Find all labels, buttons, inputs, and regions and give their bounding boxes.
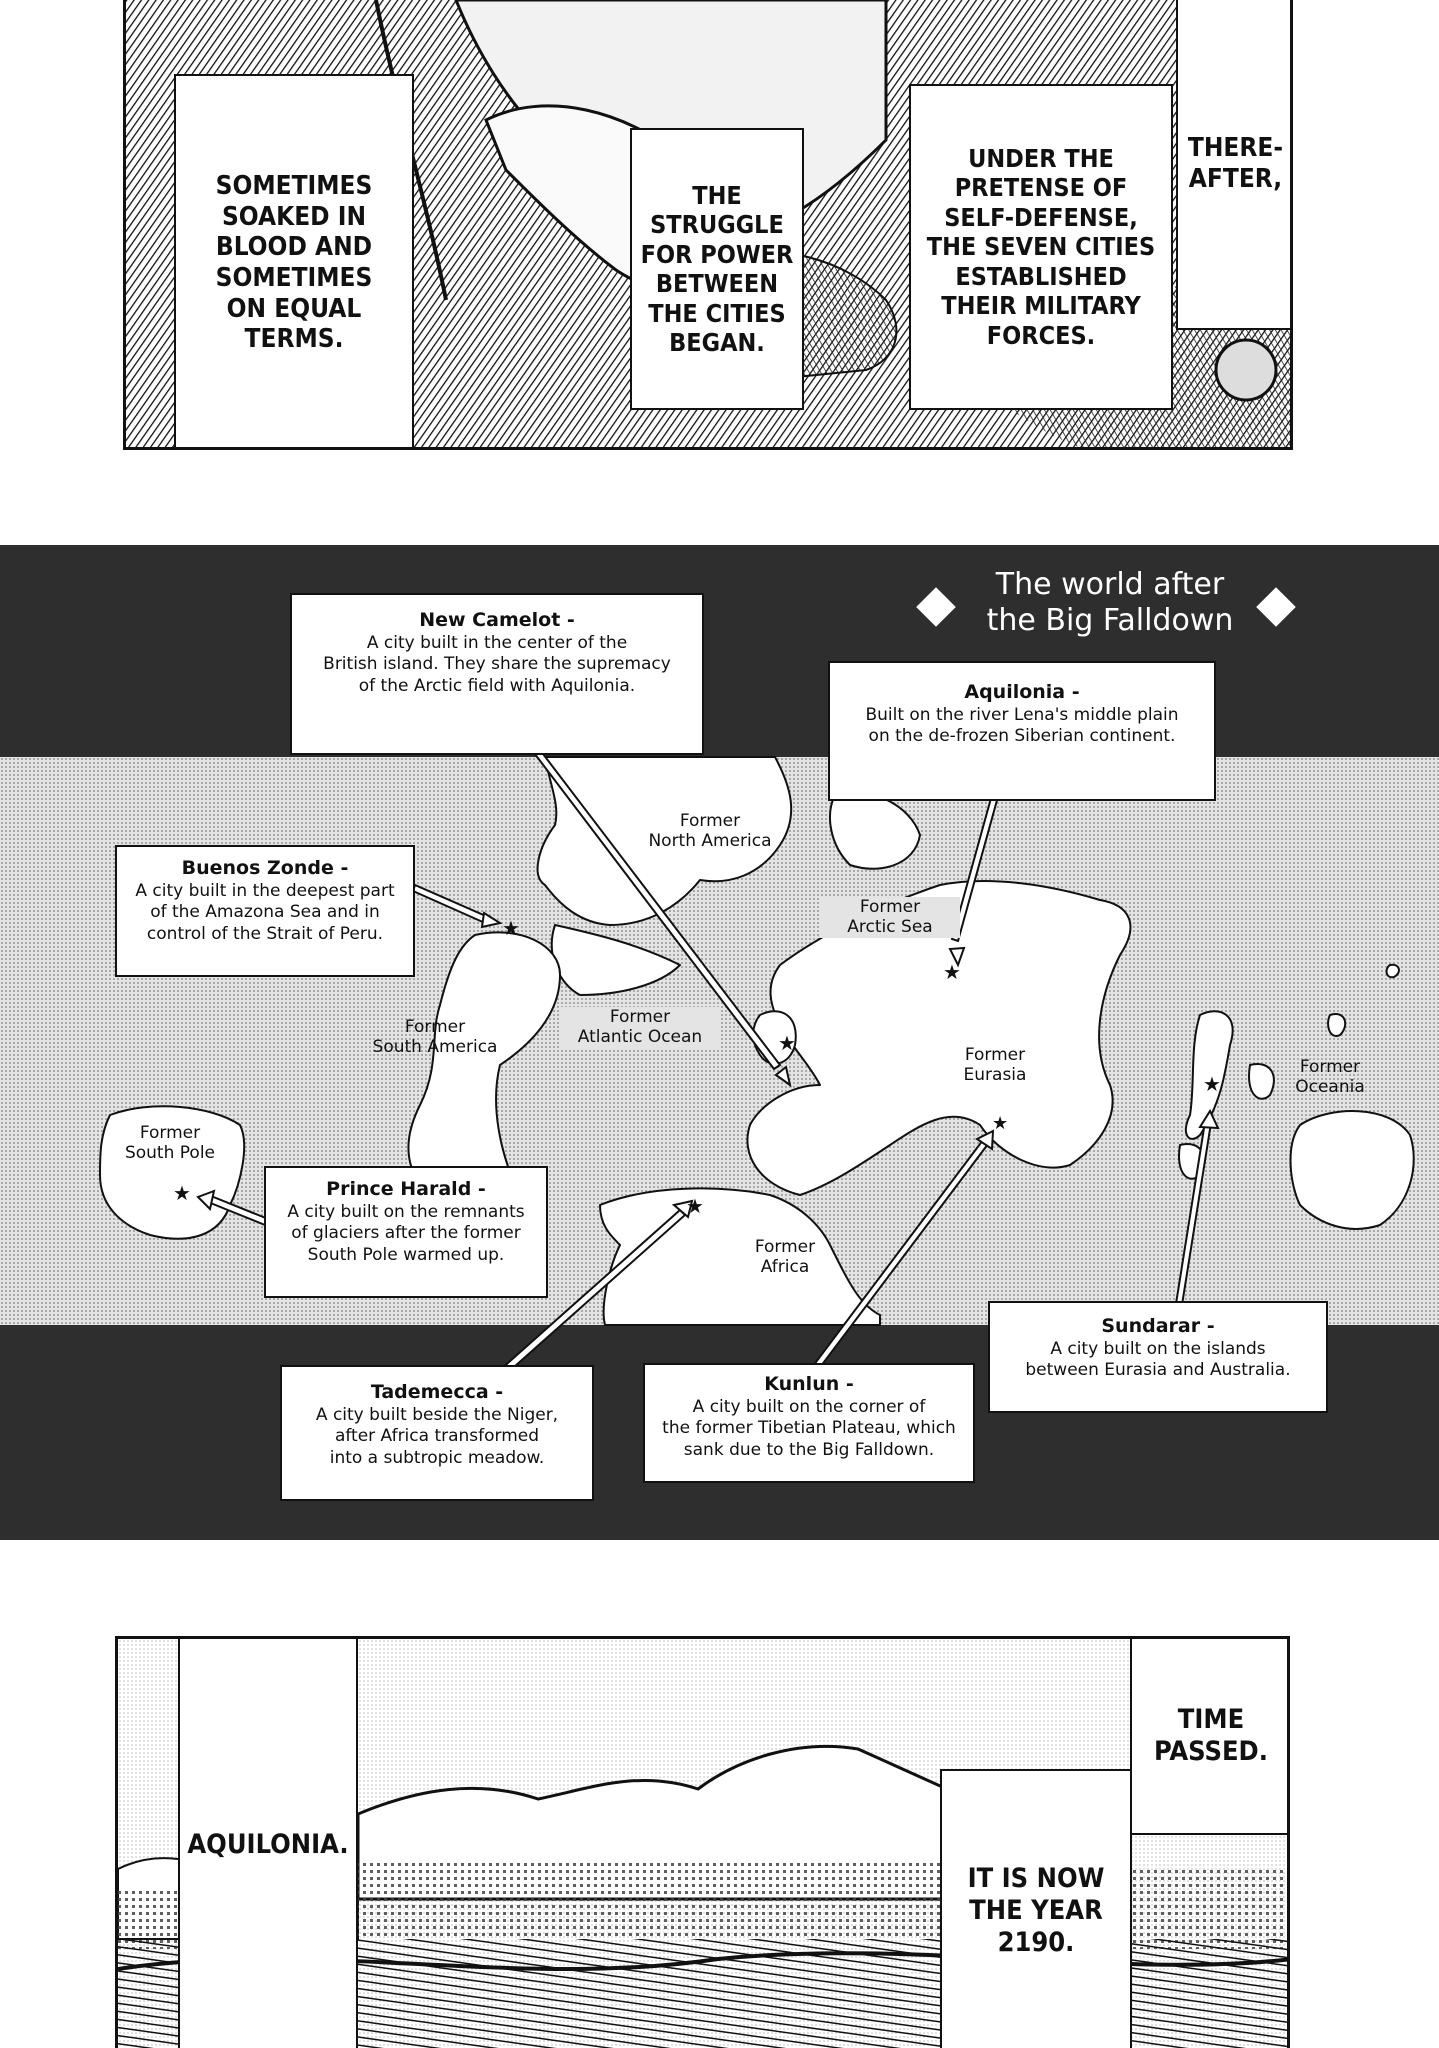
region-eurasia: Former Eurasia xyxy=(963,1045,1027,1086)
region-atlantic-ocean: Former Atlantic Ocean xyxy=(560,1007,720,1048)
caption-blood-equal-terms: SOMETIMES SOAKED IN BLOOD AND SOMETIMES ON EQUAL TERMS. xyxy=(174,74,414,450)
star-icon-buenos-zonde: ★ xyxy=(502,916,520,940)
caption-military-forces: UNDER THE PRETENSE OF SELF-DEFENSE, THE SEVEN CITIES ESTABLISHED THEIR MILITARY FORCES. xyxy=(909,84,1173,410)
city-name: Buenos Zonde - xyxy=(181,857,349,879)
map-title: The world after the Big Falldown xyxy=(986,567,1234,638)
city-name: Tademecca - xyxy=(370,1381,504,1403)
city-name: New Camelot - xyxy=(419,609,575,631)
caption-thereafter: THERE- AFTER, xyxy=(1176,0,1293,330)
star-icon-aquilonia: ★ xyxy=(943,960,961,984)
city-new-camelot xyxy=(290,593,704,755)
region-north-america: Former North America xyxy=(648,811,772,852)
caption-year-2190: IT IS NOW THE YEAR 2190. xyxy=(940,1769,1132,2048)
region-africa: Former Africa xyxy=(754,1237,816,1278)
city-description: Built on the river Lena's middle plain on the de-frozen Siberian continent. xyxy=(865,705,1179,747)
city-description: A city built in the deepest part of the Amazona Sea and in control of the Strait of Peru. xyxy=(135,881,395,944)
city-name: Sundarar - xyxy=(1101,1315,1215,1337)
city-kunlun xyxy=(643,1363,975,1483)
bottom-panel xyxy=(115,1636,1290,2048)
star-icon-sundarar: ★ xyxy=(1203,1072,1221,1096)
city-description: A city built on the corner of the former Tibetian Plateau, which sank due to the Big Falldown. xyxy=(662,1397,956,1460)
caption-aquilonia: AQUILONIA. xyxy=(178,1639,358,2048)
city-description: A city built on the islands between Eurasia and Australia. xyxy=(1025,1339,1291,1381)
caption-struggle-for-power: THE STRUGGLE FOR POWER BETWEEN THE CITIES BEGAN. xyxy=(630,128,804,410)
star-icon-prince-harald: ★ xyxy=(173,1181,191,1205)
city-description: A city built in the center of the British island. They share the supremacy of the Arctic field with Aquilonia. xyxy=(323,633,671,696)
city-tademecca xyxy=(280,1365,594,1501)
star-icon-kunlun: ★ xyxy=(992,1113,1009,1134)
top-panel xyxy=(123,0,1293,450)
star-icon-tademecca: ★ xyxy=(686,1194,704,1218)
city-name: Kunlun - xyxy=(764,1373,854,1395)
region-south-pole: Former South Pole xyxy=(124,1123,216,1164)
city-sundarar xyxy=(988,1301,1328,1413)
world-map-panel xyxy=(0,545,1439,1540)
city-description: A city built on the remnants of glaciers after the former South Pole warmed up. xyxy=(287,1202,525,1265)
city-prince-harald xyxy=(264,1166,548,1298)
star-icon-new-camelot: ★ xyxy=(778,1031,796,1055)
city-description: A city built beside the Niger, after Africa transformed into a subtropic meadow. xyxy=(315,1405,559,1468)
region-arctic-sea: Former Arctic Sea xyxy=(820,897,960,938)
caption-time-passed: TIME PASSED. xyxy=(1130,1639,1290,1835)
city-name: Prince Harald - xyxy=(326,1178,486,1200)
region-south-america: Former South America xyxy=(372,1017,498,1058)
city-buenos-zonde xyxy=(115,845,415,977)
city-name: Aquilonia - xyxy=(964,681,1080,703)
city-aquilonia xyxy=(828,661,1216,801)
region-oceania: Former Oceania xyxy=(1295,1057,1365,1098)
